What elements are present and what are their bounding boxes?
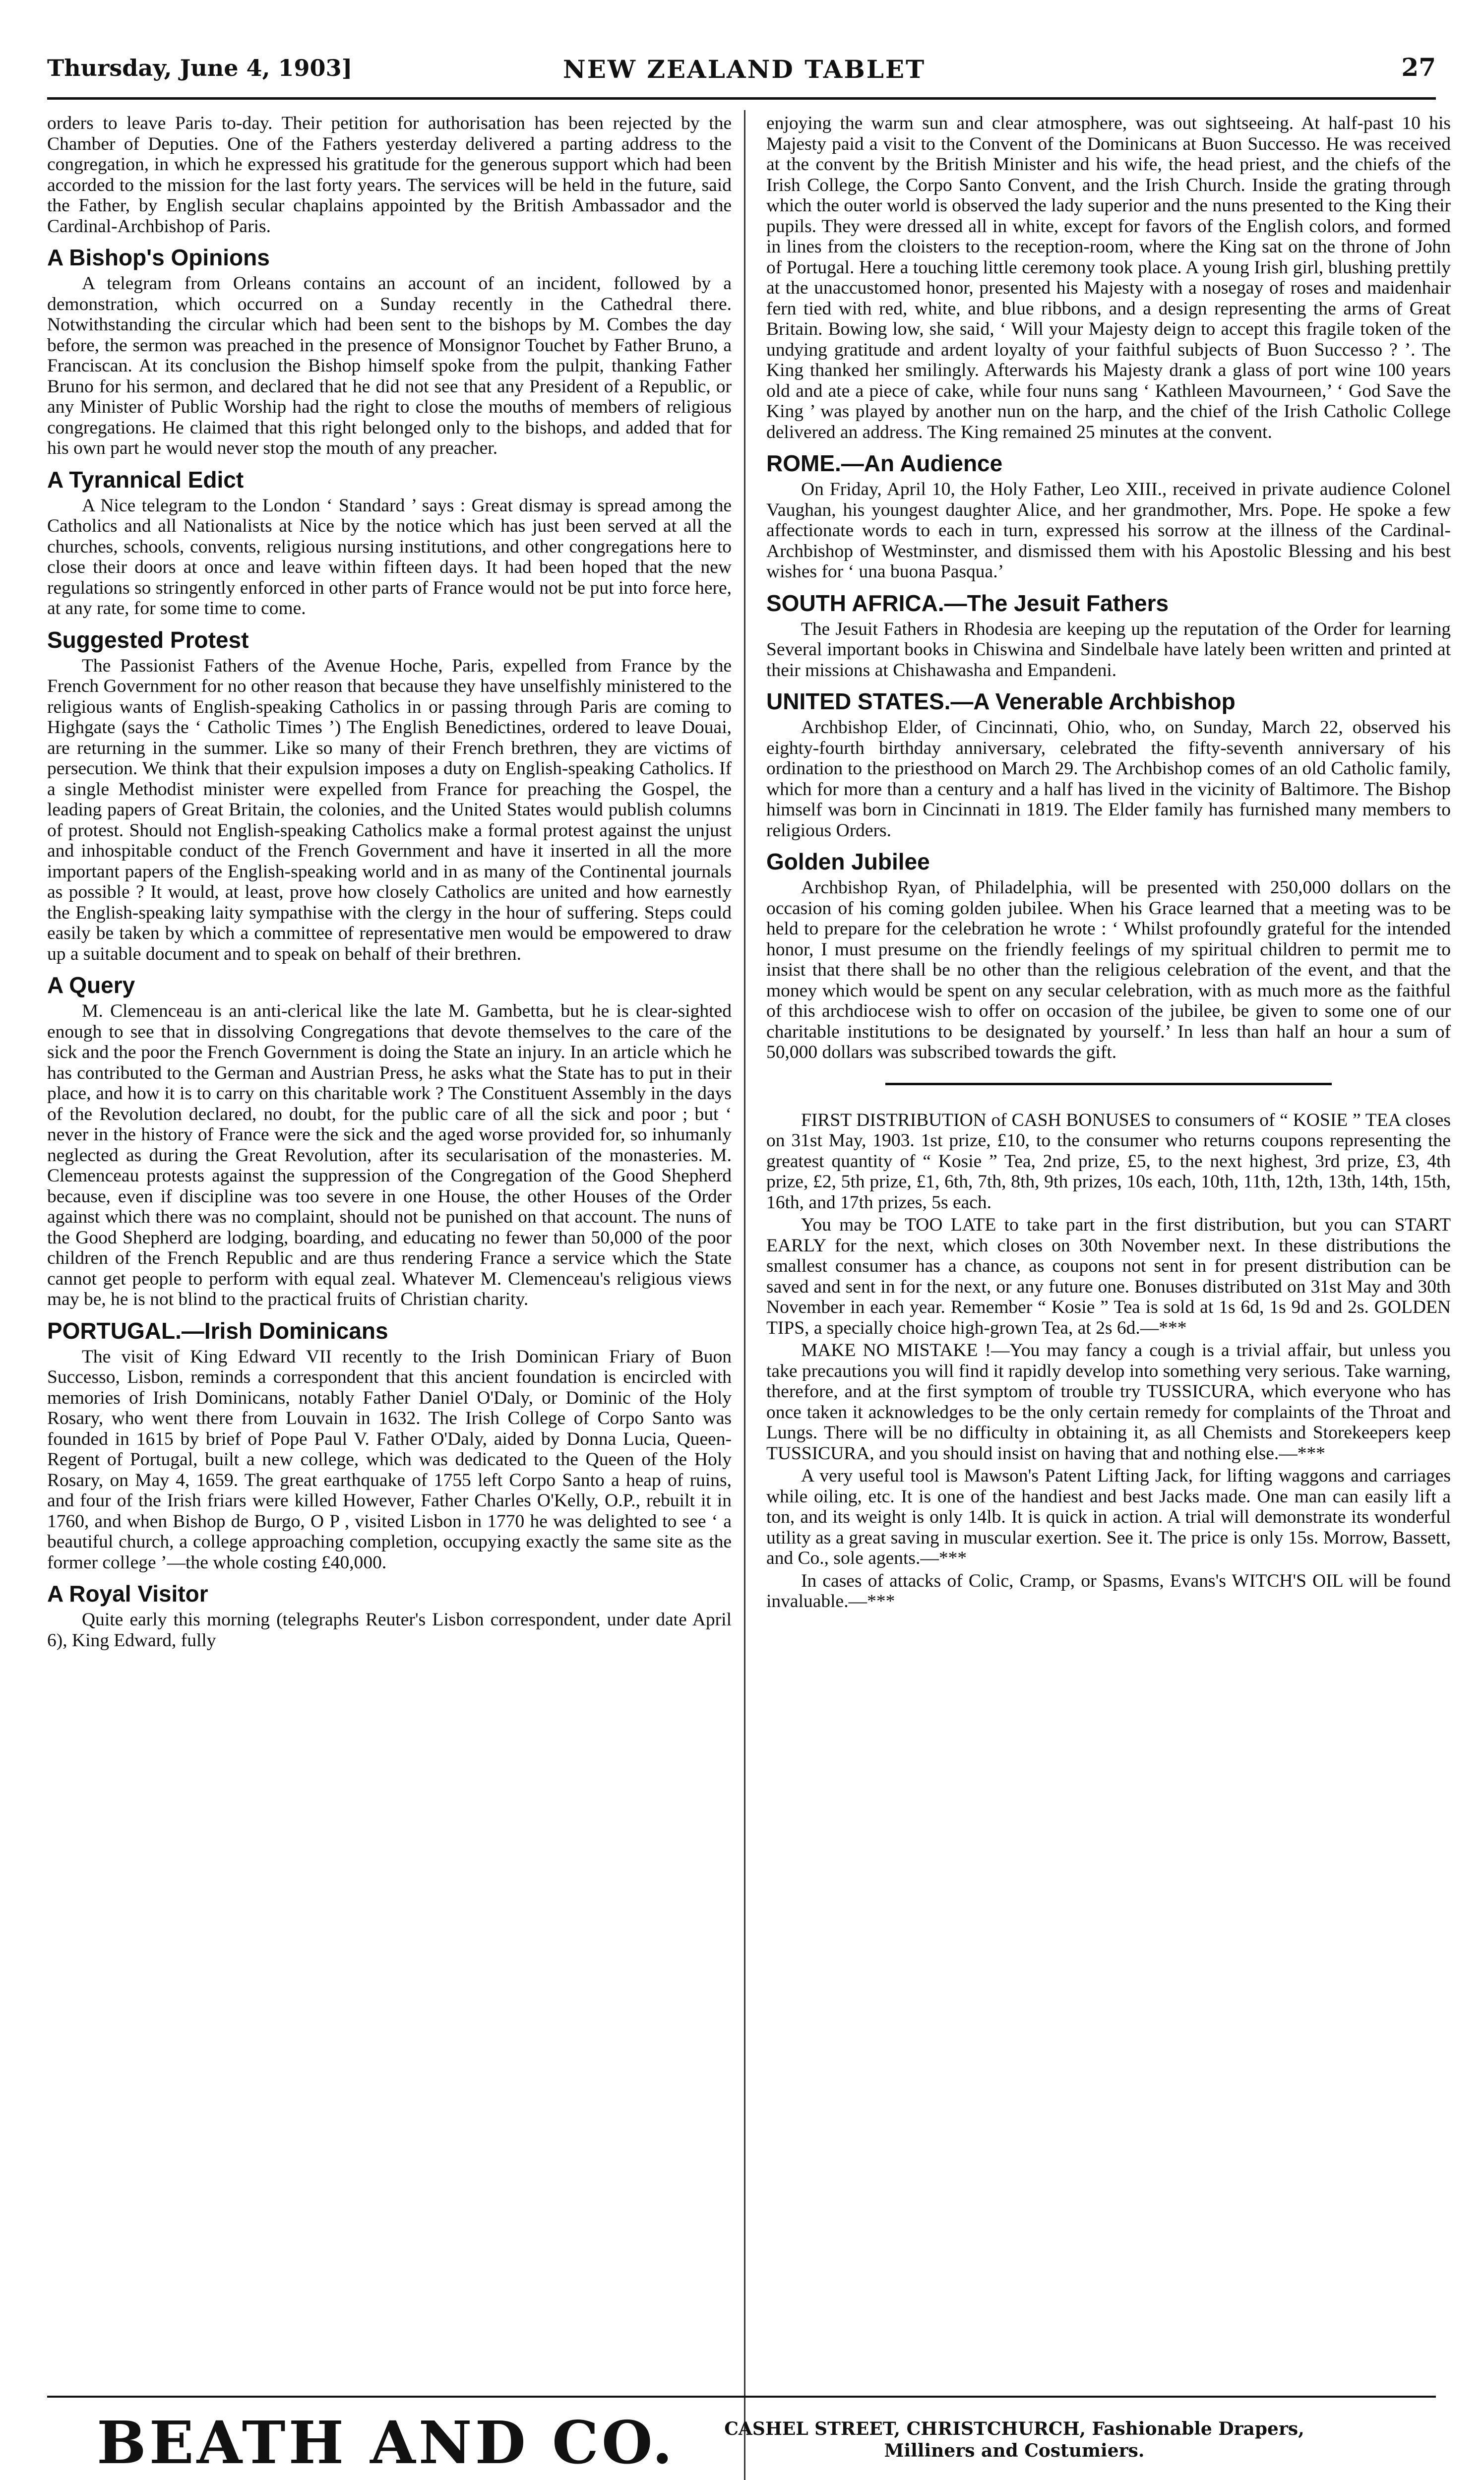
article-paragraph: MAKE NO MISTAKE !—You may fancy a cough is a trivial affair, but unless you take precautions you will find it rapidly develop into something very serious. Take warning, therefore, and at the first symptom of trouble try TUSSICURA, which everyone who has once taken it acknowledges to be the only certain remedy for complaints of the Throat and Lungs. There will be no difficulty in obtaining it, as all Chemists and Storekeepers keep TUSSICURA, and you should insist on having that and nothing else.—*** xyxy=(766,1340,1451,1464)
page-header xyxy=(47,50,1436,94)
section-heading: SOUTH AFRICA.—The Jesuit Fathers xyxy=(766,590,1169,616)
article-paragraph: Quite early this morning (telegraphs Reuter's Lisbon correspondent, under date April 6), King Edward, fully xyxy=(47,1610,732,1651)
section-heading: A Tyrannical Edict xyxy=(47,466,244,493)
header-date: Thursday, June 4, 1903] xyxy=(47,55,353,81)
header-rule xyxy=(47,97,1436,100)
section-heading: PORTUGAL.—Irish Dominicans xyxy=(47,1317,388,1344)
section-heading: A Bishop's Opinions xyxy=(47,245,270,270)
article-paragraph: orders to leave Paris to-day. Their petition for authorisation has been rejected by the Chamber of Deputies. One of the Fathers yesterday delivered a parting address to the congregation, in which he expressed his gratitude for the generous support which had been accorded to the mission for the last forty years. The services will be held in the future, said the Father, by English secular chaplains appointed by the British Ambassador and the Cardinal-Archbishop of Paris. xyxy=(47,113,732,237)
right-column xyxy=(766,113,1451,2480)
masthead-title: NEW ZEALAND TABLET xyxy=(563,55,926,84)
article-paragraph: In cases of attacks of Colic, Cramp, or Spasms, Evans's WITCH'S OIL will be found invaluable.—*** xyxy=(766,1570,1451,1612)
section-heading: Golden Jubilee xyxy=(766,849,930,874)
article-paragraph: FIRST DISTRIBUTION of CASH BONUSES to consumers of “ KOSIE ” TEA closes on 31st May, 1903. 1st prize, £10, to the consumer who returns coupons representing the greatest quantity of “ Kosie ” Tea, 2nd prize, £5, to the next highest, 3rd prize, £3, 4th prize, £2, 5th prize, £1, 6th, 7th, 8th, 9th prizes, 10s each, 10th, 11th, 12th, 13th, 14th, 15th, 16th, and 17th prizes, 5s each. xyxy=(766,1110,1451,1213)
section-heading: Suggested Protest xyxy=(47,626,249,653)
article-paragraph: The Jesuit Fathers in Rhodesia are keeping up the reputation of the Order for learning Several important books in Chiswina and Sindelbale have lately been written and printed at their missions at Chishawasha and Empandeni. xyxy=(766,619,1451,681)
page-number: 27 xyxy=(1401,53,1436,82)
section-heading: UNITED STATES.—A Venerable Archbishop xyxy=(766,688,1236,714)
advertisement-footer xyxy=(47,2403,1436,2480)
left-column xyxy=(47,113,732,2480)
article-paragraph: A Nice telegram to the London ‘ Standard ’ says : Great dismay is spread among the Catholics and all Nationalists at Nice by the notice which has just been served at all the churches, schools, convents, religious nursing institutions, and other congregations here to close their doors at once and leave within fifteen days. It had been hoped that the new regulations so stringently enforced in other parts of France would not be put into force here, at any rate, for some time to come. xyxy=(47,495,732,619)
section-heading: A Royal Visitor xyxy=(47,1581,208,1607)
article-paragraph: A very useful tool is Mawson's Patent Lifting Jack, for lifting waggons and carriages while oiling, etc. It is one of the handiest and best Jacks made. One man can easily lift a ton, and its weight is only 14lb. It is quick in action. A trial will demonstrate its wonderful utility as a great saving in muscular exertion. See it. The price is only 15s. Morrow, Bassett, and Co., sole agents.—*** xyxy=(766,1466,1451,1568)
article-paragraph: A telegram from Orleans contains an account of an incident, followed by a demonstration, which occurred on a Sunday recently in the Cathedral there. Notwithstanding the circular which had been sent to the bishops by M. Combes the day before, the sermon was preached in the presence of Monsignor Touchet by Father Bruno, a Franciscan. At its conclusion the Bishop himself spoke from the pulpit, thanking Father Bruno for his sermon, and declared that he did not see that any President of a Republic, or any Minister of Public Worship had the right to close the mouths of members of religious congregations. He claimed that this right belonged only to the bishops, and added that for his own part he would never stop the mouth of any preacher. xyxy=(47,273,732,458)
article-paragraph: Archbishop Ryan, of Philadelphia, will be presented with 250,000 dollars on the occasion of his coming golden jubilee. When his Grace learned that a meeting was to be held to prepare for the celebration he wrote : ‘ Whilst profoundly grateful for the intended honor, I must presume on the friendly feelings of my spiritual children to permit me to insist that there shall be no other than the religious celebration of the event, and that the money which would be spent on any secular celebration, with as much more as the faithful of this archdiocese wish to offer on occasion of the jubilee, be given to some one of our charitable institutions to be designated by yourself.’ In less than half an hour a sum of 50,000 dollars was subscribed towards the gift. xyxy=(766,877,1451,1062)
article-paragraph: M. Clemenceau is an anti-clerical like the late M. Gambetta, but he is clear-sighted enough to see that in dissolving Congregations that devote themselves to the care of the sick and the poor the French Government is doing the State an injury. In an article which he has contributed to the German and Austrian Press, he asks what the State has to put in their place, and how it is to carry on this charitable work ? The Constituent Assembly in the days of the Revolution declared, no doubt, for the public care of all the sick and poor ; but ‘ never in the history of France were the sick and the aged worse provided for, so inhumanly neglected as during the Great Revolution, after its secularisation of the monasteries. M. Clemenceau protests against the suppression of the Congregation of the Good Shepherd because, even if discipline was too severe in one House, the other Houses of the Order against which there was no complaint, should not be punished on that account. The nuns of the Good Shepherd are lodging, boarding, and educating no fewer than 50,000 of the poor children of the French Republic and are thus rendering France a service which the State cannot get people to perform with equal zeal. Whatever M. Clemenceau's religious views may be, he is not blind to the practical fruits of Christian charity. xyxy=(47,1001,732,1309)
article-paragraph: enjoying the warm sun and clear atmosphere, was out sightseeing. At half-past 10 his Majesty paid a visit to the Convent of the Dominicans at Buon Successo. He was received at the convent by the British Minister and his wife, the head priest, and the chiefs of the Irish College, the Corpo Santo Convent, and the Irish Church. Inside the grating through which the outer world is observed the lady superior and the nuns presented to the King their pupils. They were dressed all in white, except for favors of the English colors, and formed in lines from the cloisters to the reception-room, where the King sat on the throne of John of Portugal. Here a touching little ceremony took place. A young Irish girl, blushing prettily at the unaccustomed honor, presented his Majesty with a nosegay of roses and maidenhair fern tied with red, white, and blue ribbons, and a design representing the arms of Great Britain. Bowing low, she said, ‘ Will your Majesty deign to accept this fragile token of the undying gratitude and ardent loyalty of your faithful subjects of Buon Successo ? ’. The King thanked her smilingly. Afterwards his Majesty drank a glass of port wine 100 years old and ate a piece of cake, while four nuns sang ‘ Kathleen Mavourneen,’ ‘ God Save the King ’ was played by another nun on the harp, and the chief of the Irish Catholic College delivered an address. The King remained 25 minutes at the convent. xyxy=(766,113,1451,442)
article-paragraph: The Passionist Fathers of the Avenue Hoche, Paris, expelled from France by the French Government for no other reason that because they have unselfishly ministered to the religious wants of English-speaking Catholics in or passing through Paris are coming to Highgate (says the ‘ Catholic Times ’) The English Benedictines, ordered to leave Douai, are returning in the summer. Like so many of their French brethren, they are victims of persecution. We think that their expulsion imposes a duty on English-speaking Catholics. If a single Methodist minister were expelled from France for preaching the Gospel, the leading papers of Great Britain, the colonies, and the United States would publish columns of protest. Should not English-speaking Catholics make a formal protest against the unjust and inhospitable conduct of the French Government and have it inserted in all the more important papers of the English-speaking world and in as many of the Continental journals as possible ? It would, at least, prove how closely Catholics are united and how earnestly the English-speaking laity sympathise with the clergy in the hour of suffering. Steps could easily be taken by which a committee of representative men would be empowered to draw up a suitable document and to speak on behalf of their brethren. xyxy=(47,655,732,964)
article-paragraph: The visit of King Edward VII recently to the Irish Dominican Friary of Buon Successo, Lisbon, reminds a correspondent that this ancient foundation is encircled with memories of Irish Dominicans, notably Father Daniel O'Daly, or Dominic of the Holy Rosary, who went there from Louvain in 1632. The Irish College of Corpo Santo was founded in 1615 by brief of Pope Paul V. Father O'Daly, aided by Donna Lucia, Queen-Regent of Portugal, built a new college, which was dedicated to the Queen of the Holy Rosary, on May 4, 1659. The great earthquake of 1755 left Corpo Santo a heap of ruins, and four of the Irish friars were killed However, Father Charles O'Kelly, O.P., rebuilt it in 1760, and when Bishop de Burgo, O P , visited Lisbon in 1770 he was delighted to see ‘ a beautiful church, a college approaching completion, occupying exactly the same site as the former college ’—the whole costing £40,000. xyxy=(47,1346,732,1573)
footer-rule xyxy=(47,2396,1436,2398)
section-heading: A Query xyxy=(47,972,135,998)
address-line-2: Milliners and Costumiers. xyxy=(884,2440,1145,2461)
section-rule xyxy=(885,1083,1332,1085)
article-paragraph: You may be TOO LATE to take part in the first distribution, but you can START EARLY for the next, which closes on 30th November next. In these distributions the smallest consumer has a chance, as coupons not sent in for present distribution can be saved and sent in for the next, or any future one. Bonuses distributed on 31st May and 30th November in each year. Remember “ Kosie ” Tea is sold at 1s 6d, 1s 9d and 2s. GOLDEN TIPS, a specially choice high-grown Tea, at 2s 6d.—*** xyxy=(766,1215,1451,1338)
column-divider xyxy=(744,110,745,2480)
company-name: BEATH AND CO. xyxy=(97,2408,676,2477)
company-address xyxy=(667,2418,1361,2462)
address-line-1: CASHEL STREET, CHRISTCHURCH, Fashionable Drapers, xyxy=(724,2418,1304,2439)
section-heading: ROME.—An Audience xyxy=(766,450,1003,476)
article-paragraph: On Friday, April 10, the Holy Father, Leo XIII., received in private audience Colonel Vaughan, his youngest daughter Alice, and her grandmother, Mrs. Pope. He spoke a few affectionate words to each in turn, expressed his sorrow at the illness of the Cardinal-Archbishop of Westminster, and dismissed them with his Apostolic Blessing and his best wishes for ‘ una buona Pasqua.’ xyxy=(766,479,1451,582)
article-paragraph: Archbishop Elder, of Cincinnati, Ohio, who, on Sunday, March 22, observed his eighty-fourth birthday anniversary, celebrated the fifty-seventh anniversary of his ordination to the priesthood on March 29. The Archbishop comes of an old Catholic family, which for more than a century and a half has lived in the vicinity of Baltimore. The Bishop himself was born in Cincinnati in 1819. The Elder family has furnished many members to religious Orders. xyxy=(766,717,1451,841)
